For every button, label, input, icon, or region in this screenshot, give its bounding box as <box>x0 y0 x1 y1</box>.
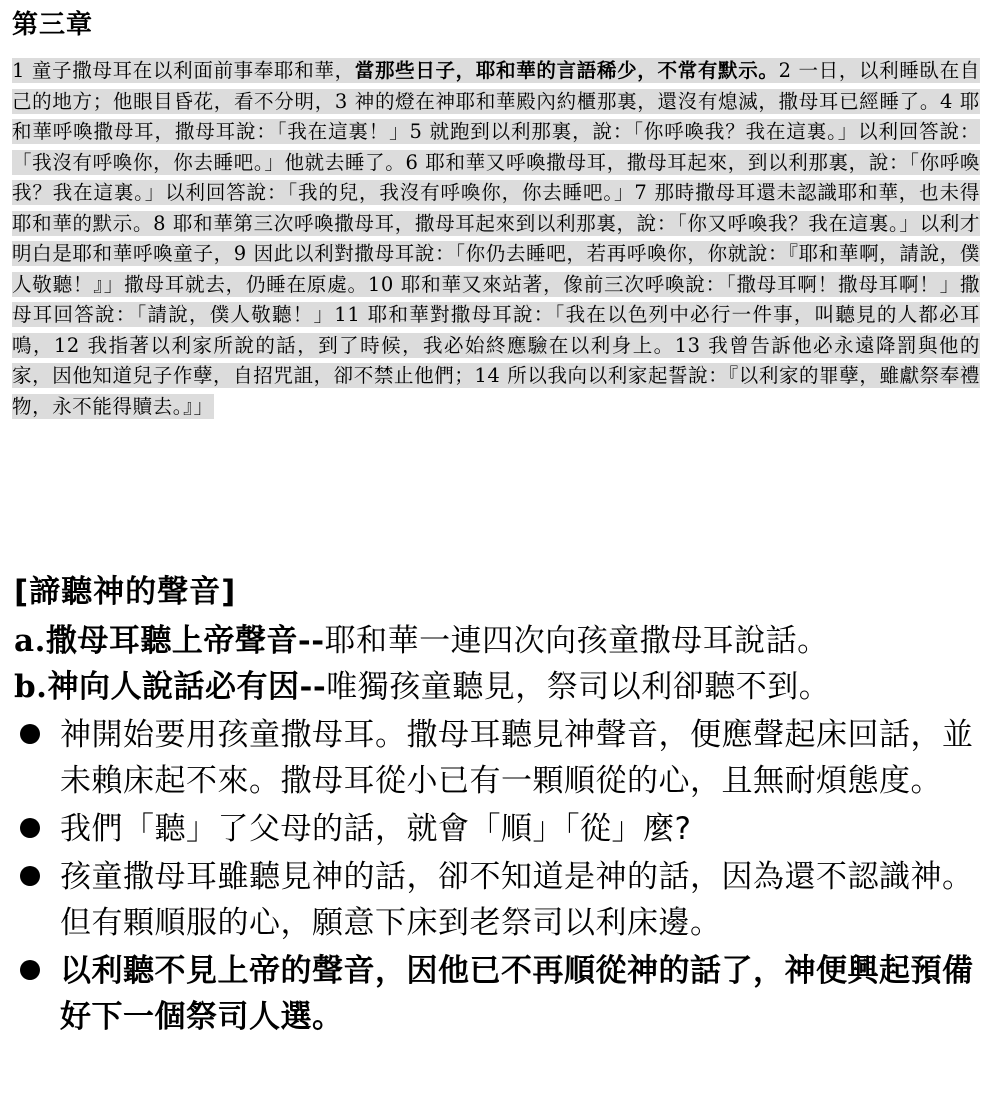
bullet-text: 我們「聽」了父母的話，就會「順」「從」麼? <box>60 811 692 847</box>
point-b <box>14 664 980 710</box>
bullet-item <box>14 854 980 946</box>
bullet-text: 以利聽不見上帝的聲音，因他已不再順從神的話了，神便興起預備好下一個祭司人選。 <box>60 953 974 1035</box>
point-b-text: 唯獨孩童聽見，祭司以利卻聽不到。 <box>326 669 831 705</box>
bullet-dot-icon <box>20 866 40 886</box>
point-a-text: 耶和華一連四次向孩童撒母耳說話。 <box>324 623 829 659</box>
bullet-text: 神開始要用孩童撒母耳。撒母耳聽見神聲音，便應聲起床回話，並未賴床起不來。撒母耳從小已有一顆順從的心，且無耐煩態度。 <box>60 717 974 799</box>
chapter-title: 第三章 <box>12 10 94 40</box>
scripture-text: 2 一日，以利睡臥在自己的地方；他眼目昏花，看不分明，3 神的燈在神耶和華殿內約櫃那裏，還沒有熄滅，撒母耳已經睡了。4 耶和華呼喚撒母耳，撒母耳說：「我在這裏！」5 就跑到以利那裏，說：「你呼喚我？我在這裏。」以利回答說：「我沒有呼喚你，你去睡吧。」他就去睡了。6 耶和華又呼喚撒母耳，撒母耳起來，到以利那裏，說：「你呼喚我？我在這裏。」以利回答說：「我的兒，我沒有呼喚你，你去睡吧。」7 那時撒母耳還未認識耶和華，也未得耶和華的默示。8 耶和華第三次呼喚撒母耳，撒母耳起來到以利那裏，說：「你又呼喚我？我在這裏。」以利才明白是耶和華呼喚童子，9 因此以利對撒母耳說：「你仍去睡吧，若再呼喚你，你就說：『耶和華啊，請說，僕人敬聽！』」撒母耳就去，仍睡在原處。10 耶和華又來站著，像前三次呼喚說：「撒母耳啊！撒母耳啊！」撒母耳回答說：「請說，僕人敬聽！」11 耶和華對撒母耳說：「我在以色列中必行一件事，叫聽見的人都必耳鳴，12 我指著以利家所說的話，到了時候，我必始終應驗在以利身上。13 我曾告訴他必永遠降罰與他的家，因他知道兒子作孽，自招咒詛，卻不禁止他們；14 所以我向以利家起誓說：『以利家的罪孽，雖獻祭奉禮物，永不能得贖去。』」 <box>12 59 981 418</box>
bullet-dot-icon <box>20 818 40 838</box>
scripture-passage <box>12 56 980 422</box>
section-heading: [諦聽神的聲音] <box>14 574 237 610</box>
scripture-emphasis: 當那些日子，耶和華的言語稀少，不常有默示。 <box>354 59 779 82</box>
bullet-dot-icon <box>20 724 40 744</box>
bullet-item <box>14 806 980 852</box>
scripture-highlight <box>12 58 980 419</box>
bullet-dot-icon <box>20 960 40 980</box>
point-a-label: a.撒母耳聽上帝聲音-- <box>14 623 325 659</box>
point-a <box>14 618 980 664</box>
bullet-item <box>14 948 980 1040</box>
scripture-intro: 1 童子撒母耳在以利面前事奉耶和華， <box>12 59 355 82</box>
bullet-item <box>14 712 980 804</box>
point-b-label: b.神向人說話必有因-- <box>14 669 327 705</box>
bullet-text: 孩童撒母耳雖聽見神的話，卻不知道是神的話，因為還不認識神。但有顆順服的心，願意下床到老祭司以利床邊。 <box>60 859 974 941</box>
bullet-list <box>14 712 980 1042</box>
